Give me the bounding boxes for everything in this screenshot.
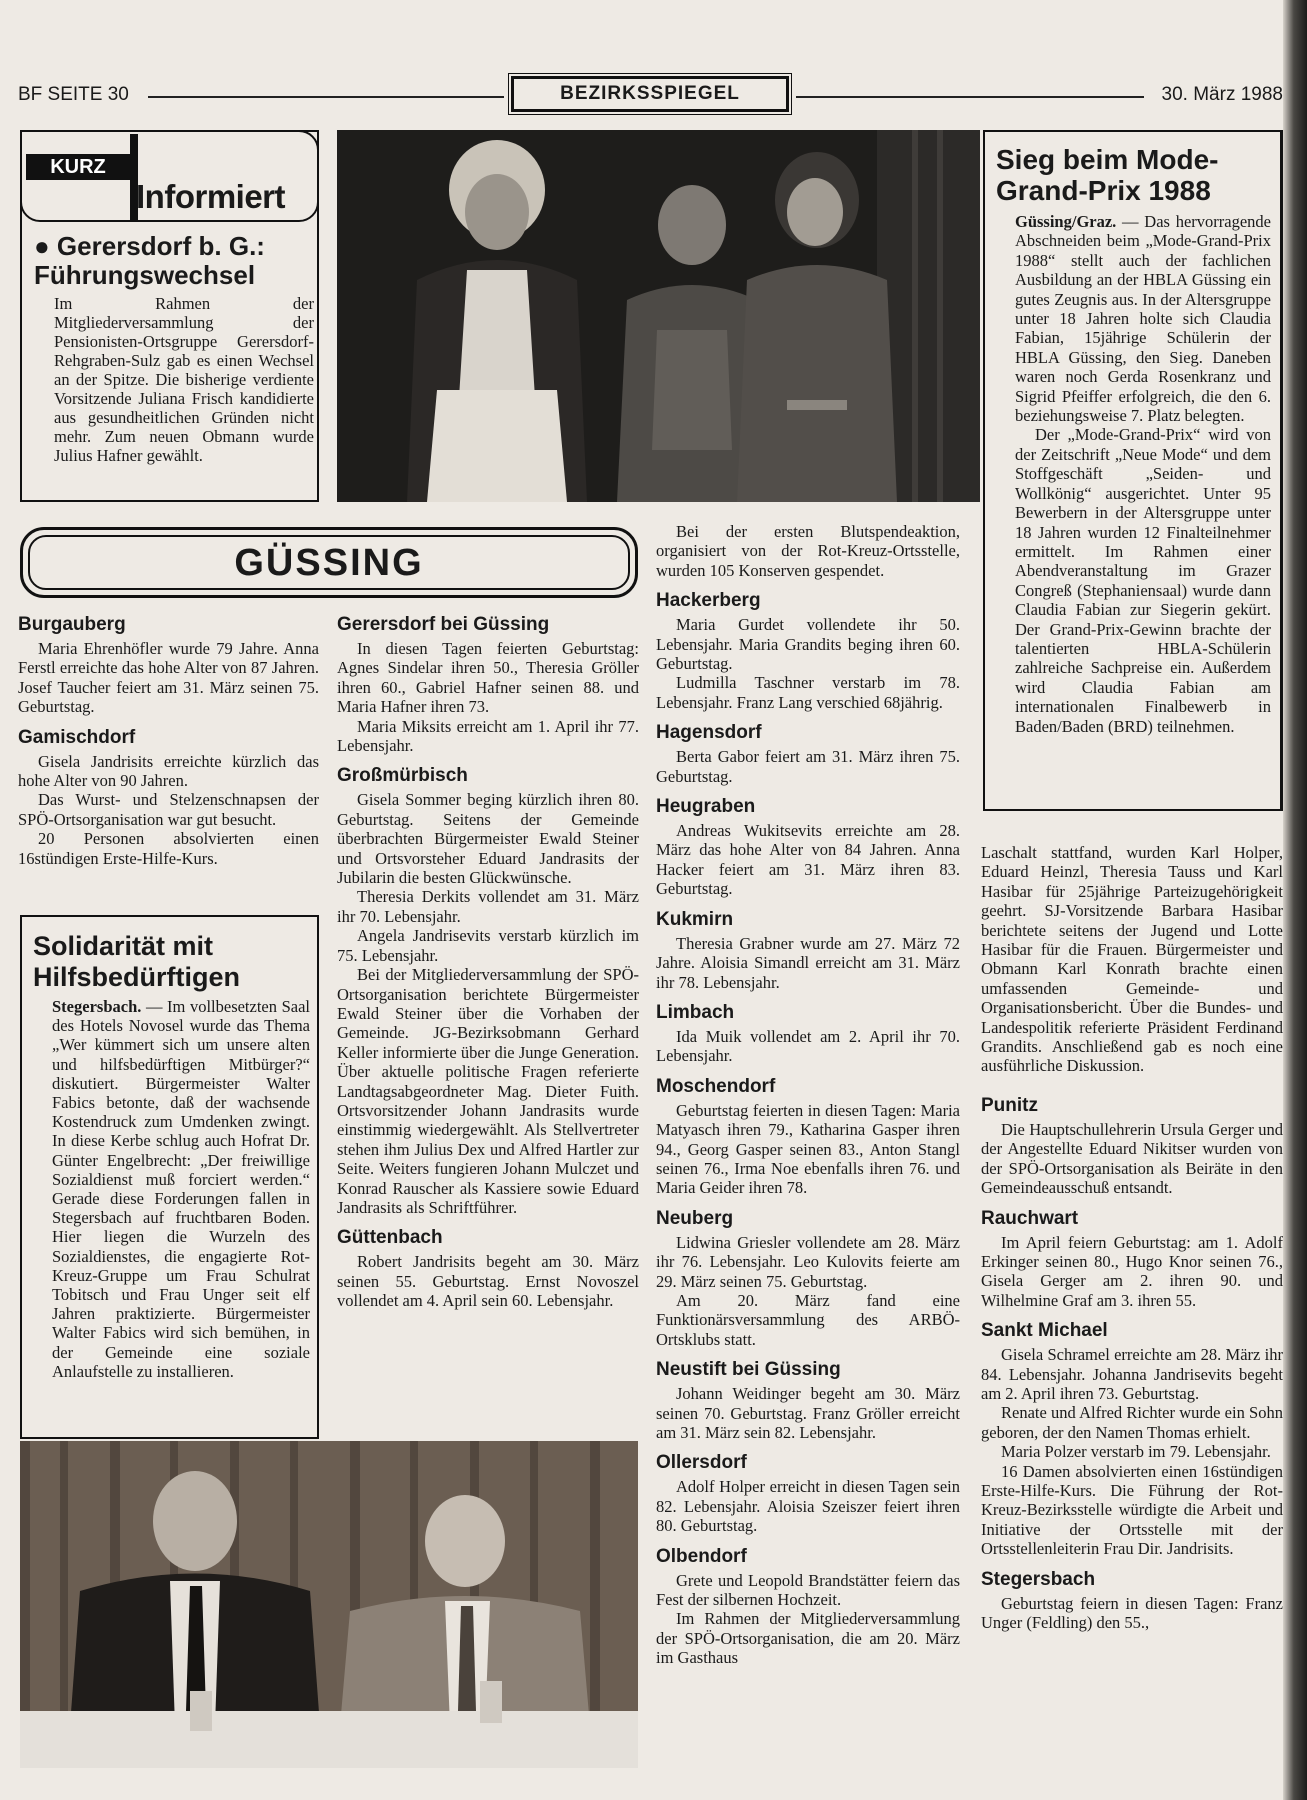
heading-gamischdorf: Gamischdorf xyxy=(18,726,136,748)
text-grossmuerbisch-1: Gisela Sommer beging kürzlich ihren 80. Geburtstag. Seitens der Gemeinde überbrachten Bürgermeister Ewald Steiner und Ortsvorsteher Eduard Jandrasits der Jubilarin die besten Glückwünsche. xyxy=(337,790,639,888)
photo-three-women xyxy=(337,130,980,502)
sieg-article-text xyxy=(1015,212,1271,736)
heading-stegersbach: Stegersbach xyxy=(981,1568,1096,1590)
text-heugraben: Andreas Wukitsevits erreichte am 28. März das hohe Alter von 84 Jahren. Anna Hacker feiert am 31. März ihren 83. Geburtstag. xyxy=(656,821,960,899)
heading-sankt-michael: Sankt Michael xyxy=(981,1320,1108,1342)
sieg-headline: Sieg beim Mode-Grand-Prix 1988 xyxy=(996,144,1219,206)
text-sankt-michael-2: Renate und Alfred Richter wurde ein Sohn geboren, der den Namen Thomas erhielt. xyxy=(981,1403,1283,1442)
heading-burgauberg: Burgauberg xyxy=(18,614,126,635)
text-sankt-michael-1: Gisela Schramel erreichte am 28. März ihr 84. Lebensjahr. Johanna Jandrisevits begeht am 2. April ihren 73. Geburtstag. xyxy=(981,1345,1283,1403)
text-gerersdorf-1: In diesen Tagen feierten Geburtstag: Agnes Sindelar ihren 50., Theresia Gröller ihren 60., Gabriel Hafner seinen 88. und Maria Hafner ihren 73. xyxy=(337,639,639,717)
column-3 xyxy=(656,522,960,1668)
section-title: BEZIRKSSPIEGEL xyxy=(511,76,789,112)
solidaritaet-body: — Im vollbesetzten Saal des Hotels Novosel wurde das Thema „Wer kümmert sich um unsere alten und hilfsbedürftigen Mitbürger?“ diskutiert. Bürgermeister Walter Fabics betonte, daß der wachsende Kostendruck zum Umdenken zwingt. In diese Kerbe schlug auch Hofrat Dr. Günter Engelbrecht: „Der freiwillige Sozialdienst muß forciert werden.“ Gerade diese Forderungen fallen in Stegersbach auf fruchtbaren Boden. Hier liegen die Wurzeln des Sozialdienstes, die engagierte Rot-Kreuz-Gruppe um Frau Schulrat Tobitsch und Frau Unger seit elf Jahren praktizierte. Bürgermeister Walter Fabics wird sich bemühen, in der Gemeinde eine soziale Anlaufstelle zu installieren. xyxy=(52,997,310,1381)
text-hagensdorf: Berta Gabor feiert am 31. März ihren 75. Geburtstag. xyxy=(656,747,960,786)
header-rule-right xyxy=(796,96,1144,98)
text-gamischdorf-2: Das Wurst- und Stelzenschnapsen der SPÖ-Ortsorganisation war gut besucht. xyxy=(18,790,319,829)
text-sankt-michael-3: Maria Polzer verstarb im 79. Lebensjahr. xyxy=(1001,1442,1271,1462)
heading-heugraben: Heugraben xyxy=(656,796,756,818)
solidaritaet-headline: Solidarität mit Hilfsbedürftigen xyxy=(33,931,240,992)
sieg-paragraph-1: — Das hervorragende Abschneiden beim „Mode-Grand-Prix 1988“ stellt auch der fachlichen Ausbildung an der HBLA Güssing ein gutes Zeugnis aus. In der Altersgruppe unter 18 Jahren holte sich Claudia Fabian, 15jährige Schülerin der HBLA Güssing, den Sieg. Daneben waren noch Gerda Rosenkranz und Sigrid Pfeiffer erfolgreich, die den 6. beziehungsweise 7. Platz belegten. xyxy=(1015,212,1271,426)
text-neuberg-1: Lidwina Griesler vollendete am 28. März ihr 76. Lebensjahr. Leo Kulovits feierte am 29. März seinen 75. Geburtstag. xyxy=(656,1232,960,1291)
heading-gerersdorf: Gerersdorf bei Güssing xyxy=(337,614,550,635)
text-burgauberg: Maria Ehrenhöfler wurde 79 Jahre. Anna Ferstl erreichte das hohe Alter von 87 Jahren. Josef Taucher feiert am 31. März seinen 75. Geburtstag. xyxy=(18,639,319,717)
kurz-article-text: Im Rahmen der Mitgliederversammlung der Pensionisten-Ortsgruppe Gerersdorf-Rehgraben-Sulz gab es einen Wechsel an der Spitze. Die bisherige verdiente Vorsitzende Juliana Frisch kandidierte aus gesundheitlichen Gründen nicht mehr. Zum neuen Obmann wurde Julius Hafner gewählt. xyxy=(54,294,314,465)
sieg-paragraph-2: Der „Mode-Grand-Prix“ wird von der Zeitschrift „Neue Mode“ und dem Stoffgeschäft „Seiden- und Wollkönig“ ausgerichtet. Unter 95 Bewerbern in der Altersgruppe unter 18 Jahren wurden 12 Finalteilnehmer ermittelt. Im Rahmen einer Abendveranstaltung im Grazer Congreß (Stephaniensaal) wurde dann Claudia Fabian zur Siegerin gekürt. Der Grand-Prix-Gewinn brachte der talentierten HBLA-Schülerin zahlreiche Sachpreise ein. Außerdem wird Claudia Fabian am internationalen Finalbewerb in Baden/Baden (BRD) teilnehmen. xyxy=(1015,425,1271,736)
kurz-informiert-logo xyxy=(20,130,319,222)
text-neustift: Johann Weidinger begeht am 30. März seinen 70. Geburtstag. Franz Gröller erreicht am 31. März sein 82. Lebensjahr. xyxy=(656,1384,960,1442)
text-hackerberg-1: Maria Gurdet vollendete ihr 50. Lebensjahr. Maria Grandits beging ihren 60. Geburtstag. xyxy=(656,615,960,674)
heading-grossmuerbisch: Großmürbisch xyxy=(337,765,468,787)
page-binding-shadow xyxy=(1283,0,1307,1800)
text-laschalt: Laschalt stattfand, wurden Karl Holper, Eduard Heinzl, Theresia Tauss und Karl Hasibar für 25jährige Parteizugehörigkeit geehrt. SJ-Vorsitzende Barbara Hasibar berichtete seitens der Jugend und Lotte Hasibar für die Frauen. Bürgermeister und Obmann Karl Konrath brachte einen umfassenden Gemeinde- und Organisationsbericht. Über die Bundes- und Landespolitik referierte Präsident Ferdinand Grandits. Anschließend gab es noch eine ausführliche Diskussion. xyxy=(981,843,1283,1076)
heading-neustift: Neustift bei Güssing xyxy=(656,1359,841,1381)
text-neuberg-2: Am 20. März fand eine Funktionärsversammlung des ARBÖ-Ortsklubs statt. xyxy=(656,1290,960,1349)
heading-olbendorf: Olbendorf xyxy=(656,1545,747,1567)
solidaritaet-article-text xyxy=(52,997,310,1381)
text-limbach: Ida Muik vollendet am 2. April ihr 70. Lebensjahr. xyxy=(656,1026,960,1066)
heading-guettenbach: Güttenbach xyxy=(337,1227,443,1249)
gussing-banner xyxy=(20,527,638,598)
text-ollersdorf: Adolf Holper erreicht in diesen Tagen sein 82. Lebensjahr. Aloisia Szeiszer feiert ihren 80. Geburtstag. xyxy=(656,1477,960,1536)
text-stegersbach: Geburtstag feiern in diesen Tagen: Franz Unger (Feldling) den 55., xyxy=(981,1593,1283,1632)
text-guettenbach: Robert Jandrisits begeht am 30. März seinen 55. Geburtstag. Ernst Novoszel vollendet am 4. April sein 60. Lebensjahr. xyxy=(337,1252,639,1311)
heading-ollersdorf: Ollersdorf xyxy=(656,1452,747,1474)
issue-date: 30. März 1988 xyxy=(1161,84,1283,105)
solidaritaet-lead: Stegersbach. xyxy=(52,997,142,1016)
heading-punitz: Punitz xyxy=(981,1094,1038,1116)
text-olbendorf-1: Grete und Leopold Brandstätter feiern das Fest der silbernen Hochzeit. xyxy=(656,1570,960,1610)
text-olbendorf-2: Im Rahmen der Mitgliederversammlung der SPÖ-Ortsorganisation, die am 20. März im Gasthaus xyxy=(656,1609,960,1668)
heading-moschendorf: Moschendorf xyxy=(656,1075,776,1097)
text-blutspende: Bei der ersten Blutspendeaktion, organisiert von der Rot-Kreuz-Ortsstelle, wurden 105 Konserven gespendet. xyxy=(656,522,960,580)
page-number: BF SEITE 30 xyxy=(18,84,129,105)
text-kukmirn: Theresia Grabner wurde am 27. März 72 Jahre. Aloisia Simandl erreicht am 31. März ihr 78. Lebensjahr. xyxy=(656,933,960,992)
text-gamischdorf-3: 20 Personen absolvierten einen 16stündigen Erste-Hilfe-Kurs. xyxy=(18,829,319,868)
text-grossmuerbisch-4: Bei der Mitgliederversammlung der SPÖ-Ortsorganisation berichtete Bürgermeister Ewald Steiner über die Vorhaben der Gemeinde. JG-Bezirksobmann Gerhard Keller informierte über die Junge Generation. Über aktuelle politische Fragen referierte Landtagsabgeordneter Mag. Dieter Fuith. Ortsvorsitzender Johann Jandrasits wurde einstimmig wiedergewählt. Als Stellvertreter stehen ihm Julius Dex und Alfred Hartler zur Seite. Weiters fungieren Johann Mulczet und Konrad Rauscher als Kassiere sowie Eduard Jandrasits als Schriftführer. xyxy=(337,965,639,1217)
column-1 xyxy=(18,613,319,868)
column-2 xyxy=(337,613,639,1311)
heading-neuberg: Neuberg xyxy=(656,1207,734,1229)
heading-rauchwart: Rauchwart xyxy=(981,1207,1079,1229)
text-punitz: Die Hauptschullehrerin Ursula Gerger und der Angestellte Eduard Nikitser wurden von der SPÖ-Ortsorganisation als Beiräte in den Gemeindeausschuß entsandt. xyxy=(981,1119,1283,1198)
solidaritaet-article-box xyxy=(20,915,319,1439)
text-gamischdorf-1: Gisela Jandrisits erreichte kürzlich das hohe Alter von 90 Jahren. xyxy=(18,751,319,791)
informiert-word: Informiert xyxy=(136,178,286,215)
text-gerersdorf-2: Maria Miksits erreicht am 1. April ihr 77. Lebensjahr. xyxy=(337,716,639,756)
heading-hagensdorf: Hagensdorf xyxy=(656,722,762,744)
sieg-lead: Güssing/Graz. xyxy=(1015,212,1117,231)
header-rule-left xyxy=(148,96,504,98)
text-grossmuerbisch-3: Angela Jandrisevits verstarb kürzlich im 75. Lebensjahr. xyxy=(337,926,639,965)
photo-three-women-image xyxy=(337,130,980,502)
text-sankt-michael-4: 16 Damen absolvierten einen 16stündigen Erste-Hilfe-Kurs. Die Führung der Rot-Kreuz-Bezirksstelle würdigte die Arbeit und Initiative der Ortsstelle mit der Ortsstellenleiterin Frau Dir. Jandrisits. xyxy=(981,1461,1283,1559)
heading-hackerberg: Hackerberg xyxy=(656,590,761,612)
column-4 xyxy=(981,843,1283,1632)
sieg-article-box xyxy=(983,130,1283,811)
text-hackerberg-2: Ludmilla Taschner verstarb im 78. Lebensjahr. Franz Lang verschied 68jährig. xyxy=(656,673,960,712)
gussing-banner-title: GÜSSING xyxy=(28,535,630,590)
kurz-tag: KURZ xyxy=(26,154,130,180)
text-rauchwart: Im April feiern Geburtstag: am 1. Adolf Erkinger seinen 80., Hugo Knor seinen 76., Gisela Gerger am 2. ihren 90. und Wilhelmine Graf am 3. ihren 55. xyxy=(981,1232,1283,1310)
kurz-headline: ● Gerersdorf b. G.: Führungswechsel xyxy=(34,231,265,290)
kurz-informiert-box xyxy=(20,130,319,502)
heading-limbach: Limbach xyxy=(656,1001,735,1023)
heading-kukmirn: Kukmirn xyxy=(656,908,734,930)
photo-two-men xyxy=(20,1441,638,1768)
text-grossmuerbisch-2: Theresia Derkits vollendet am 31. März ihr 70. Lebensjahr. xyxy=(337,887,639,926)
photo-two-men-image xyxy=(20,1441,638,1768)
text-moschendorf: Geburtstag feierten in diesen Tagen: Maria Matyasch ihren 79., Katharina Gasper ihren 94., Georg Gasper seinen 83., Anton Stangl seinen 76., Irma Noe ebenfalls ihren 76. und Maria Geider ihren 78. xyxy=(656,1100,960,1198)
